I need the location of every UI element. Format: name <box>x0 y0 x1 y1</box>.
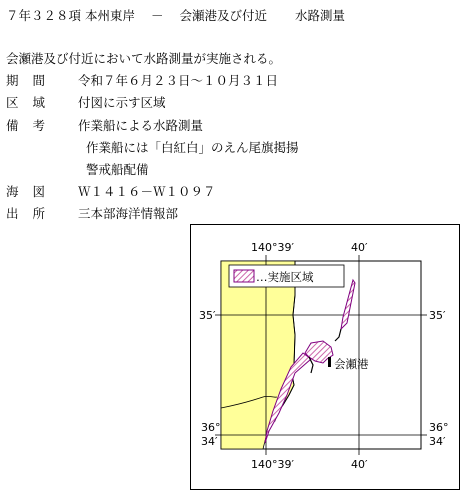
field-label: 区域 <box>6 95 60 110</box>
field-label: 期間 <box>6 73 60 88</box>
legend-label: …実施区域 <box>256 270 314 284</box>
field-value: 作業船による水路測量 <box>78 118 204 133</box>
lon-label-bottom-left: 140°39′ <box>251 458 294 471</box>
title-separator: － <box>151 8 164 23</box>
field-label: 出所 <box>6 206 60 221</box>
field-chart <box>6 182 216 200</box>
field-value: Ｗ１４１６－Ｗ１０９７ <box>78 184 216 199</box>
map-svg <box>191 225 459 489</box>
field-label: 海図 <box>6 184 60 199</box>
lon-label-bottom-right: 40′ <box>351 458 368 471</box>
attached-map <box>190 224 460 490</box>
lat-label-upper-left: 35′ <box>199 309 216 322</box>
harbor-marker <box>328 357 331 367</box>
notice-area: 会瀬港及び付近 <box>179 8 268 23</box>
field-value: 三本部海洋情報部 <box>78 206 179 221</box>
field-value: 令和７年６月２３日～１０月３１日 <box>78 73 279 88</box>
field-period <box>6 71 278 89</box>
lat-label-lower-right-min: 34′ <box>429 435 446 448</box>
lat-label-lower-right-deg: 36° <box>429 421 449 434</box>
legend-swatch <box>234 270 254 282</box>
lon-label-top-left: 140°39′ <box>251 241 294 254</box>
field-value: 付図に示す区域 <box>78 95 166 110</box>
notice-region: 本州東岸 <box>85 8 136 23</box>
field-remarks-line3: 警戒船配備 <box>86 162 149 177</box>
notice-number: ７年３２８項 <box>6 8 82 23</box>
field-label: 備考 <box>6 118 60 133</box>
notice-subject: 水路測量 <box>295 8 346 23</box>
lon-label-top-right: 40′ <box>351 241 368 254</box>
port-label: 会瀬港 <box>334 357 369 371</box>
intro-text: 会瀬港及び付近において水路測量が実施される。 <box>6 51 282 66</box>
field-remarks-line2: 作業船には「白紅白」のえん尾旗掲揚 <box>86 140 299 155</box>
lat-label-lower-left-deg: 36° <box>201 421 221 434</box>
lat-label-upper-right: 35′ <box>429 309 446 322</box>
field-source <box>6 204 178 222</box>
lat-label-lower-left-min: 34′ <box>201 435 218 448</box>
notice-title <box>6 6 345 24</box>
field-zone <box>6 93 166 111</box>
field-remarks <box>6 116 203 134</box>
